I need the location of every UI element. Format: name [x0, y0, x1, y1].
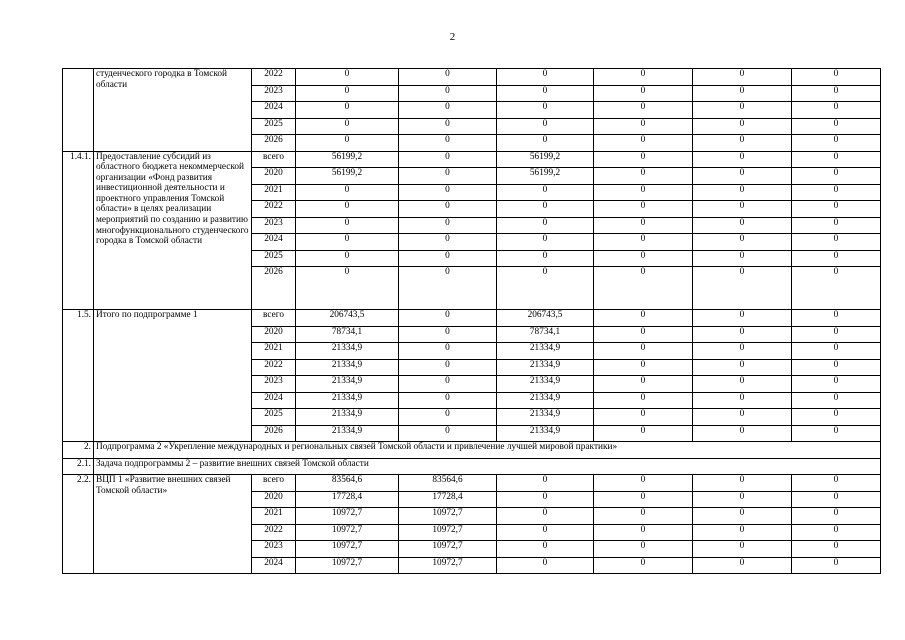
value-cell: 21334,9	[497, 392, 594, 409]
value-cell: 0	[497, 475, 594, 492]
year-cell: 2023	[252, 541, 296, 558]
value-cell: 0	[792, 184, 881, 201]
value-cell: 10972,7	[399, 508, 497, 525]
year-cell: 2022	[252, 359, 296, 376]
value-cell: 0	[594, 392, 693, 409]
value-cell: 0	[296, 250, 399, 267]
value-cell: 0	[594, 541, 693, 558]
year-cell: 2022	[252, 69, 296, 86]
value-cell: 0	[693, 392, 792, 409]
value-cell: 21334,9	[296, 409, 399, 426]
value-cell: 0	[296, 135, 399, 152]
value-cell: 0	[594, 250, 693, 267]
value-cell: 0	[399, 310, 497, 327]
year-cell: 2023	[252, 85, 296, 102]
value-cell: 0	[792, 359, 881, 376]
value-cell: 0	[693, 135, 792, 152]
value-cell: 0	[594, 102, 693, 119]
value-cell: 0	[693, 376, 792, 393]
value-cell: 0	[497, 524, 594, 541]
value-cell: 21334,9	[497, 376, 594, 393]
value-cell: 0	[693, 425, 792, 442]
value-cell: 0	[693, 409, 792, 426]
value-cell: 0	[594, 69, 693, 86]
value-cell: 17728,4	[296, 491, 399, 508]
value-cell: 0	[399, 217, 497, 234]
value-cell: 10972,7	[296, 524, 399, 541]
value-cell: 0	[792, 475, 881, 492]
value-cell: 0	[693, 310, 792, 327]
value-cell: 21334,9	[497, 425, 594, 442]
value-cell: 0	[296, 201, 399, 218]
value-cell: 21334,9	[296, 359, 399, 376]
value-cell: 56199,2	[497, 168, 594, 185]
year-cell: 2024	[252, 557, 296, 574]
year-cell: 2021	[252, 184, 296, 201]
value-cell: 83564,6	[296, 475, 399, 492]
value-cell: 0	[594, 184, 693, 201]
value-cell: 0	[594, 343, 693, 360]
value-cell: 0	[399, 85, 497, 102]
value-cell: 21334,9	[296, 392, 399, 409]
value-cell: 21334,9	[296, 376, 399, 393]
value-cell: 0	[792, 102, 881, 119]
value-cell: 0	[792, 217, 881, 234]
value-cell: 0	[497, 541, 594, 558]
value-cell: 0	[399, 151, 497, 168]
value-cell: 0	[594, 151, 693, 168]
value-cell: 0	[693, 359, 792, 376]
value-cell: 0	[792, 267, 881, 310]
value-cell: 56199,2	[296, 168, 399, 185]
value-cell: 0	[693, 151, 792, 168]
year-cell: 2021	[252, 343, 296, 360]
value-cell: 83564,6	[399, 475, 497, 492]
value-cell: 0	[497, 217, 594, 234]
value-cell: 0	[594, 168, 693, 185]
value-cell: 0	[792, 135, 881, 152]
value-cell: 0	[792, 151, 881, 168]
value-cell: 0	[296, 217, 399, 234]
value-cell: 0	[693, 326, 792, 343]
value-cell: 0	[399, 168, 497, 185]
value-cell: 10972,7	[296, 557, 399, 574]
value-cell: 0	[693, 267, 792, 310]
item-name: студенческого городка в Томской области	[94, 69, 252, 152]
value-cell: 0	[792, 201, 881, 218]
value-cell: 0	[296, 184, 399, 201]
value-cell: 0	[594, 201, 693, 218]
value-cell: 0	[792, 326, 881, 343]
value-cell: 0	[399, 102, 497, 119]
value-cell: 0	[296, 85, 399, 102]
value-cell: 78734,1	[296, 326, 399, 343]
value-cell: 0	[296, 234, 399, 251]
value-cell: 21334,9	[296, 343, 399, 360]
value-cell: 206743,5	[497, 310, 594, 327]
value-cell: 206743,5	[296, 310, 399, 327]
item-name: Предоставление субсидий из областного бюджета некоммерческой организации «Фонд развития инвестиционной деятельности и проектного управления Томской области» в целях реализации мероприятий по созданию и развитию многофункционального студенческого городка в Томской области	[94, 151, 252, 310]
year-cell: 2026	[252, 267, 296, 310]
value-cell: 0	[497, 135, 594, 152]
value-cell: 0	[497, 184, 594, 201]
value-cell: 0	[399, 392, 497, 409]
year-cell: 2022	[252, 524, 296, 541]
section-title: Подпрограмма 2 «Укрепление международных и региональных связей Томской области и привлечение лучшей мировой практики»	[94, 442, 881, 459]
value-cell: 0	[594, 326, 693, 343]
value-cell: 0	[792, 491, 881, 508]
value-cell: 0	[399, 135, 497, 152]
value-cell: 0	[594, 409, 693, 426]
value-cell: 0	[792, 250, 881, 267]
value-cell: 0	[399, 118, 497, 135]
item-name: ВЦП 1 «Развитие внешних связей Томской области»	[94, 475, 252, 574]
value-cell: 0	[693, 168, 792, 185]
value-cell: 0	[497, 201, 594, 218]
year-cell: всего	[252, 310, 296, 327]
value-cell: 0	[497, 118, 594, 135]
value-cell: 0	[594, 425, 693, 442]
value-cell: 0	[594, 376, 693, 393]
table-row	[63, 475, 881, 492]
value-cell: 0	[792, 557, 881, 574]
value-cell: 0	[792, 392, 881, 409]
value-cell: 0	[497, 69, 594, 86]
value-cell: 0	[497, 250, 594, 267]
value-cell: 0	[497, 491, 594, 508]
value-cell: 0	[594, 85, 693, 102]
value-cell: 0	[792, 310, 881, 327]
value-cell: 0	[792, 425, 881, 442]
value-cell: 0	[594, 267, 693, 310]
value-cell: 0	[399, 326, 497, 343]
value-cell: 0	[296, 267, 399, 310]
value-cell: 0	[693, 118, 792, 135]
table-row	[63, 69, 881, 86]
year-cell: 2024	[252, 102, 296, 119]
value-cell: 0	[693, 217, 792, 234]
value-cell: 0	[693, 343, 792, 360]
value-cell: 0	[693, 475, 792, 492]
value-cell: 0	[497, 102, 594, 119]
value-cell: 0	[693, 491, 792, 508]
value-cell: 0	[693, 250, 792, 267]
value-cell: 0	[399, 250, 497, 267]
value-cell: 0	[399, 376, 497, 393]
value-cell: 0	[399, 343, 497, 360]
value-cell: 0	[399, 201, 497, 218]
budget-table	[62, 68, 881, 574]
section-row	[63, 442, 881, 459]
value-cell: 0	[594, 234, 693, 251]
value-cell: 0	[792, 69, 881, 86]
value-cell: 0	[594, 135, 693, 152]
item-number: 2.2.	[63, 475, 94, 574]
year-cell: 2024	[252, 234, 296, 251]
page-number: 2	[449, 31, 456, 43]
table-row	[63, 310, 881, 327]
value-cell: 0	[792, 118, 881, 135]
value-cell: 0	[497, 85, 594, 102]
year-cell: 2025	[252, 409, 296, 426]
value-cell: 0	[792, 541, 881, 558]
year-cell: 2026	[252, 425, 296, 442]
value-cell: 56199,2	[497, 151, 594, 168]
value-cell: 0	[792, 234, 881, 251]
value-cell: 0	[792, 409, 881, 426]
value-cell: 0	[792, 343, 881, 360]
value-cell: 0	[594, 508, 693, 525]
value-cell: 0	[693, 85, 792, 102]
value-cell: 21334,9	[296, 425, 399, 442]
value-cell: 0	[594, 118, 693, 135]
year-cell: 2020	[252, 491, 296, 508]
value-cell: 0	[497, 234, 594, 251]
year-cell: 2026	[252, 135, 296, 152]
value-cell: 0	[399, 69, 497, 86]
value-cell: 17728,4	[399, 491, 497, 508]
value-cell: 21334,9	[497, 343, 594, 360]
value-cell: 10972,7	[296, 508, 399, 525]
year-cell: 2021	[252, 508, 296, 525]
item-number: 1.4.1.	[63, 151, 94, 310]
value-cell: 10972,7	[399, 541, 497, 558]
value-cell: 0	[792, 376, 881, 393]
value-cell: 0	[693, 524, 792, 541]
value-cell: 10972,7	[399, 524, 497, 541]
section-row	[63, 458, 881, 475]
value-cell: 10972,7	[399, 557, 497, 574]
value-cell: 0	[693, 102, 792, 119]
value-cell: 0	[497, 557, 594, 574]
value-cell: 0	[594, 217, 693, 234]
value-cell: 10972,7	[296, 541, 399, 558]
value-cell: 0	[693, 541, 792, 558]
value-cell: 0	[399, 267, 497, 310]
value-cell: 0	[792, 508, 881, 525]
value-cell: 0	[399, 425, 497, 442]
year-cell: 2020	[252, 168, 296, 185]
year-cell: 2023	[252, 217, 296, 234]
value-cell: 0	[399, 359, 497, 376]
value-cell: 0	[693, 557, 792, 574]
value-cell: 0	[594, 475, 693, 492]
value-cell: 0	[693, 69, 792, 86]
year-cell: 2024	[252, 392, 296, 409]
year-cell: 2025	[252, 250, 296, 267]
year-cell: 2020	[252, 326, 296, 343]
value-cell: 0	[399, 409, 497, 426]
year-cell: 2023	[252, 376, 296, 393]
value-cell: 0	[399, 234, 497, 251]
value-cell: 0	[792, 168, 881, 185]
year-cell: всего	[252, 475, 296, 492]
value-cell: 0	[497, 508, 594, 525]
value-cell: 0	[594, 491, 693, 508]
value-cell: 0	[497, 267, 594, 310]
item-number: 2.1.	[63, 458, 94, 475]
value-cell: 0	[693, 508, 792, 525]
table-row	[63, 151, 881, 168]
value-cell: 0	[792, 524, 881, 541]
value-cell: 0	[792, 85, 881, 102]
value-cell: 0	[594, 359, 693, 376]
section-title: Задача подпрограммы 2 – развитие внешних связей Томской области	[94, 458, 881, 475]
item-name: Итого по подпрограмме 1	[94, 310, 252, 442]
value-cell: 0	[594, 310, 693, 327]
value-cell: 78734,1	[497, 326, 594, 343]
value-cell: 0	[693, 184, 792, 201]
value-cell: 0	[296, 118, 399, 135]
value-cell: 0	[594, 557, 693, 574]
value-cell: 0	[693, 234, 792, 251]
value-cell: 0	[296, 102, 399, 119]
value-cell: 0	[693, 201, 792, 218]
value-cell: 0	[399, 184, 497, 201]
value-cell: 21334,9	[497, 409, 594, 426]
year-cell: 2025	[252, 118, 296, 135]
year-cell: 2022	[252, 201, 296, 218]
year-cell: всего	[252, 151, 296, 168]
value-cell: 21334,9	[497, 359, 594, 376]
value-cell: 0	[594, 524, 693, 541]
item-number: 2.	[63, 442, 94, 459]
value-cell: 0	[296, 69, 399, 86]
value-cell: 56199,2	[296, 151, 399, 168]
item-number: 1.5.	[63, 310, 94, 442]
item-number	[63, 69, 94, 152]
